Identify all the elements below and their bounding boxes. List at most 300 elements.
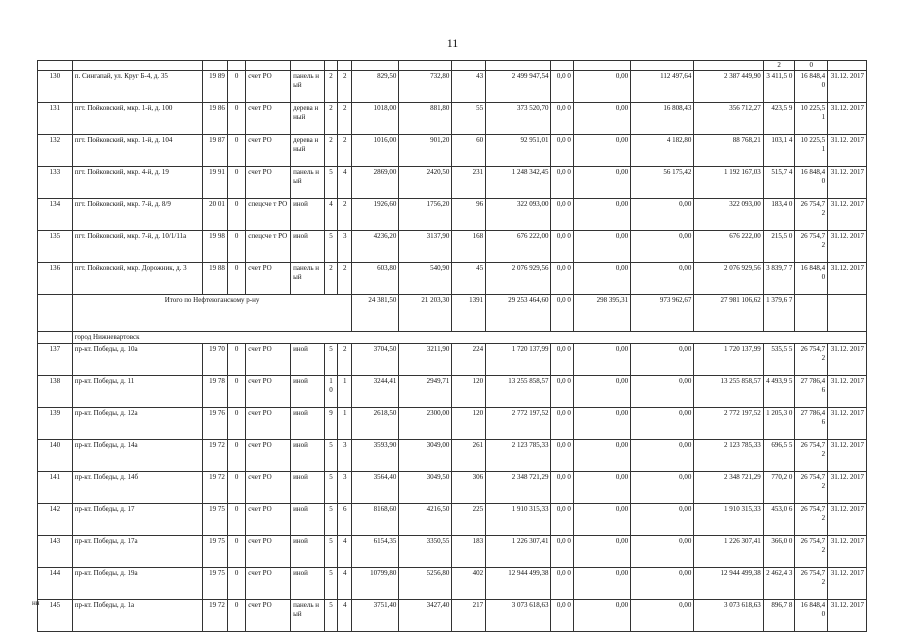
cell-federal-funds: 0,0 0 [551,231,573,263]
cell-residents: 224 [452,344,486,376]
cell-wall-material: панель ный [291,71,325,103]
total-cost: 29 253 464,60 [486,295,551,332]
cell-local-funds: 0,00 [631,440,694,472]
table-row [38,199,867,231]
cell-floors: 5 [324,600,337,632]
cell-owner-funds: 676 222,00 [694,231,763,263]
cell-owner-funds: 1 720 137,99 [694,344,763,376]
cell-unit-cost: 2 462,4 3 [763,568,795,600]
cell-completion-date: 31.12. 2017 [828,376,867,408]
cell-row-number: 141 [38,472,73,504]
cell-entrances: 6 [338,504,352,536]
cell-row-number: 137 [38,344,73,376]
total-area1: 24 381,50 [352,295,399,332]
cell-total-area: 8168,60 [352,504,399,536]
cell-federal-funds [551,61,573,71]
cell-floors [324,61,337,71]
cell-repair-cost: 2 348 721,29 [486,472,551,504]
table-row [38,504,867,536]
cell-repair-cost: 676 222,00 [486,231,551,263]
table-row [38,167,867,199]
cell-regional-funds: 0,00 [573,472,630,504]
cell-build-year: 19 88 [203,263,228,295]
cell-federal-funds: 0,0 0 [551,472,573,504]
cell-fund-method: счет РО [246,135,291,167]
cell-demolition-year: 0 [227,568,245,600]
cell-entrances: 2 [338,344,352,376]
cell-build-year: 19 70 [203,344,228,376]
cell-max-unit-cost: 26 754,7 2 [795,440,828,472]
cell-demolition-year [227,61,245,71]
cell-residents: 183 [452,536,486,568]
table-row [38,135,867,167]
cell-floors: 5 [324,344,337,376]
table-row [38,440,867,472]
cell-local-funds: 0,00 [631,344,694,376]
cell-owner-funds: 1 226 307,41 [694,536,763,568]
cell-wall-material: иной [291,536,325,568]
table-row [38,536,867,568]
cell-local-funds: 0,00 [631,199,694,231]
cell-demolition-year: 0 [227,536,245,568]
cell-demolition-year: 0 [227,199,245,231]
cell-owner-funds: 2 123 785,33 [694,440,763,472]
cell-max-unit-cost: 26 754,7 2 [795,568,828,600]
cell-row-number: 144 [38,568,73,600]
cell-residents: 43 [452,71,486,103]
cell-build-year: 19 86 [203,103,228,135]
cell-build-year: 19 89 [203,71,228,103]
cell-entrances: 4 [338,167,352,199]
cell-demolition-year: 0 [227,344,245,376]
cell-federal-funds: 0,0 0 [551,600,573,632]
cell-row-number [38,61,73,71]
cell-residents: 217 [452,600,486,632]
cell-unit-cost: 535,5 5 [763,344,795,376]
table-row [38,344,867,376]
table-row [38,71,867,103]
cell-regional-funds: 0,00 [573,568,630,600]
cell-unit-cost: 696,5 5 [763,440,795,472]
cell-demolition-year: 0 [227,440,245,472]
cell-completion-date: 31.12. 2017 [828,536,867,568]
cell-local-funds: 0,00 [631,600,694,632]
cell-address: пгт. Пойковский, мкр. 1-й, д. 100 [72,103,203,135]
cell-unit-cost: 2 [763,61,795,71]
table-row-continued [38,61,867,71]
total-label: Итого по Нефтеюганскому р-ну [72,295,352,332]
cell-regional-funds: 0,00 [573,504,630,536]
cell-max-unit-cost: 10 225,5 1 [795,103,828,135]
cell-floors: 5 [324,504,337,536]
cell-unit-cost: 453,0 6 [763,504,795,536]
cell-row-number: 136 [38,263,73,295]
cell-max-unit-cost: 26 754,7 2 [795,472,828,504]
cell-wall-material: иной [291,376,325,408]
cell-fund-method: счет РО [246,600,291,632]
table-row [38,600,867,632]
cell-entrances: 3 [338,440,352,472]
cell-repair-cost: 2 123 785,33 [486,440,551,472]
cell-demolition-year: 0 [227,504,245,536]
table-row [38,263,867,295]
cell-address: пгт. Пойковский, мкр. 4-й, д. 19 [72,167,203,199]
total-people: 1391 [452,295,486,332]
cell-unit-cost: 770,2 0 [763,472,795,504]
cell-living-area: 3049,50 [399,472,452,504]
cell-completion-date: 31.12. 2017 [828,199,867,231]
cell-federal-funds: 0,0 0 [551,167,573,199]
cell-completion-date: 31.12. 2017 [828,263,867,295]
cell-fund-method: спецсче т РО [246,199,291,231]
cell-row-number: 135 [38,231,73,263]
cell-floors: 4 [324,199,337,231]
cell-living-area: 3350,55 [399,536,452,568]
cell-local-funds: 16 808,43 [631,103,694,135]
cell-local-funds: 0,00 [631,231,694,263]
cell-build-year: 20 01 [203,199,228,231]
cell-fund-method: счет РО [246,71,291,103]
cell-owner-funds: 2 772 197,52 [694,408,763,440]
cell-owner-funds: 2 076 929,56 [694,263,763,295]
cell-repair-cost: 1 226 307,41 [486,536,551,568]
cell-row-number: 133 [38,167,73,199]
cell-unit-cost: 103,1 4 [763,135,795,167]
cell-repair-cost: 1 248 342,45 [486,167,551,199]
cell-total-area [352,61,399,71]
cell-max-unit-cost: 26 754,7 2 [795,231,828,263]
cell-address: пр-кт. Победы, д. 11 [72,376,203,408]
cell-completion-date: 31.12. 2017 [828,71,867,103]
total-c17: 1 379,6 7 [763,295,795,332]
cell-wall-material: дерева нный [291,135,325,167]
cell-wall-material: иной [291,408,325,440]
cell-residents: 60 [452,135,486,167]
cell-federal-funds: 0,0 0 [551,408,573,440]
cell-build-year: 19 72 [203,440,228,472]
cell-completion-date: 31.12. 2017 [828,440,867,472]
cell-completion-date: 31.12. 2017 [828,135,867,167]
cell-floors: 5 [324,440,337,472]
cell-entrances: 2 [338,135,352,167]
cell-owner-funds: 1 910 315,33 [694,504,763,536]
cell-demolition-year: 0 [227,408,245,440]
cell-total-area: 603,80 [352,263,399,295]
cell-floors: 2 [324,103,337,135]
cell-federal-funds: 0,0 0 [551,568,573,600]
cell-repair-cost: 322 093,00 [486,199,551,231]
cell-build-year: 19 78 [203,376,228,408]
cell-address: пр-кт. Победы, д. 17а [72,536,203,568]
cell-federal-funds: 0,0 0 [551,536,573,568]
cell-total-area: 2618,50 [352,408,399,440]
total-row [38,295,867,332]
cell-wall-material: иной [291,568,325,600]
total-area2: 21 203,30 [399,295,452,332]
cell-max-unit-cost: 26 754,7 2 [795,504,828,536]
cell-address: пгт. Пойковский, мкр. 7-й, д. 10/1/11а [72,231,203,263]
cell-unit-cost: 1 205,3 0 [763,408,795,440]
cell-owner-funds: 88 768,21 [694,135,763,167]
cell-wall-material: иной [291,344,325,376]
cell-floors: 5 [324,536,337,568]
cell-repair-cost: 13 255 858,57 [486,376,551,408]
cell-max-unit-cost: 26 754,7 2 [795,344,828,376]
cell-living-area: 3427,40 [399,600,452,632]
cell-local-funds: 0,00 [631,568,694,600]
cell-wall-material: дерева нный [291,103,325,135]
cell-wall-material: иной [291,472,325,504]
cell-address: пр-кт. Победы, д. 1а [72,600,203,632]
cell-completion-date [828,61,867,71]
cell-max-unit-cost: 16 848,4 0 [795,167,828,199]
cell-living-area: 2420,50 [399,167,452,199]
cell-regional-funds: 0,00 [573,135,630,167]
cell-entrances: 2 [338,103,352,135]
cell-row-number: 142 [38,504,73,536]
cell-address: пр-кт. Победы, д. 12а [72,408,203,440]
cell-owner-funds: 2 387 449,90 [694,71,763,103]
cell-address: пгт. Пойковский, мкр. Дорожник, д. 3 [72,263,203,295]
cell-build-year: 19 75 [203,568,228,600]
cell-local-funds: 56 175,42 [631,167,694,199]
cell-floors: 2 [324,135,337,167]
cell-address: пр-кт. Победы, д. 10а [72,344,203,376]
cell-entrances: 3 [338,231,352,263]
cell-federal-funds: 0,0 0 [551,376,573,408]
cell-demolition-year: 0 [227,71,245,103]
cell-unit-cost: 183,4 0 [763,199,795,231]
cell-address: пгт. Пойковский, мкр. 1-й, д. 104 [72,135,203,167]
cell-local-funds: 4 182,80 [631,135,694,167]
cell-wall-material: панель ный [291,600,325,632]
cell-total-area: 3704,50 [352,344,399,376]
cell-wall-material: иной [291,504,325,536]
cell-regional-funds: 0,00 [573,231,630,263]
cell-row-number: 132 [38,135,73,167]
cell-address: пр-кт. Победы, д. 19а [72,568,203,600]
cell-completion-date: 31.12. 2017 [828,600,867,632]
cell-regional-funds: 0,00 [573,600,630,632]
total-c14: 298 395,31 [573,295,630,332]
cell-completion-date: 31.12. 2017 [828,167,867,199]
cell-row-number [38,332,73,344]
cell-total-area: 3593,90 [352,440,399,472]
cell-build-year: 19 87 [203,135,228,167]
cell-demolition-year: 0 [227,103,245,135]
cell-owner-funds: 322 093,00 [694,199,763,231]
cell-wall-material: иной [291,440,325,472]
cell-local-funds: 0,00 [631,376,694,408]
cell-total-area: 6154,35 [352,536,399,568]
cell-regional-funds: 0,00 [573,263,630,295]
page-number: 11 [446,36,459,50]
cell-row-number: 138 [38,376,73,408]
cell-demolition-year: 0 [227,135,245,167]
cell-entrances: 1 [338,408,352,440]
cell-row-number: 145 [38,600,73,632]
cell-row-number: 140 [38,440,73,472]
cell-total-area: 829,50 [352,71,399,103]
cell-regional-funds: 0,00 [573,440,630,472]
cell-local-funds: 0,00 [631,263,694,295]
cell-max-unit-cost: 16 848,4 0 [795,600,828,632]
cell-owner-funds: 356 712,27 [694,103,763,135]
cell-federal-funds: 0,0 0 [551,199,573,231]
cell-wall-material: панель ный [291,263,325,295]
cell-max-unit-cost: 0 [795,61,828,71]
cell-living-area: 2949,71 [399,376,452,408]
table-body [38,61,867,632]
cell-entrances: 2 [338,199,352,231]
cell-wall-material: иной [291,199,325,231]
cell-residents [452,61,486,71]
table-row [38,568,867,600]
cell-build-year: 19 72 [203,472,228,504]
cell-wall-material: иной [291,231,325,263]
cell-fund-method: счет РО [246,103,291,135]
cell-owner-funds [694,61,763,71]
cell-repair-cost: 1 720 137,99 [486,344,551,376]
cell-owner-funds: 1 192 167,03 [694,167,763,199]
cell-total-area: 1018,00 [352,103,399,135]
cell-federal-funds: 0,0 0 [551,71,573,103]
cell-entrances: 1 [338,376,352,408]
cell-federal-funds: 0,0 0 [551,344,573,376]
cell-residents: 55 [452,103,486,135]
cell-build-year: 19 98 [203,231,228,263]
cell-entrances: 4 [338,568,352,600]
cell-completion-date: 31.12. 2017 [828,103,867,135]
total-c16: 27 981 106,62 [694,295,763,332]
cell-build-year: 19 91 [203,167,228,199]
cell-repair-cost: 12 944 499,38 [486,568,551,600]
cell-regional-funds [573,61,630,71]
cell-max-unit-cost: 10 225,5 1 [795,135,828,167]
cell-max-unit-cost: 16 848,4 0 [795,71,828,103]
cell-residents: 96 [452,199,486,231]
cell-floors: 5 [324,167,337,199]
cell-fund-method: счет РО [246,536,291,568]
cell-entrances: 3 [338,472,352,504]
cell-local-funds: 0,00 [631,472,694,504]
cell-unit-cost: 3 411,5 0 [763,71,795,103]
cell-demolition-year: 0 [227,600,245,632]
cell-repair-cost: 2 499 947,54 [486,71,551,103]
cell-local-funds: 0,00 [631,536,694,568]
footer-mark: нн [32,599,40,607]
cell-completion-date: 31.12. 2017 [828,504,867,536]
cell-unit-cost: 3 839,7 7 [763,263,795,295]
cell-regional-funds: 0,00 [573,536,630,568]
cell-living-area: 3211,90 [399,344,452,376]
cell-living-area: 1756,20 [399,199,452,231]
cell-living-area: 901,20 [399,135,452,167]
cell-regional-funds: 0,00 [573,408,630,440]
cell-living-area: 540,90 [399,263,452,295]
cell-living-area: 5256,80 [399,568,452,600]
cell-fund-method: счет РО [246,472,291,504]
cell-completion-date: 31.12. 2017 [828,568,867,600]
cell-demolition-year: 0 [227,231,245,263]
cell-repair-cost [486,61,551,71]
cell-unit-cost: 4 493,9 5 [763,376,795,408]
cell-row-number: 131 [38,103,73,135]
cell-total-area: 1016,00 [352,135,399,167]
cell-completion-date: 31.12. 2017 [828,344,867,376]
cell-demolition-year: 0 [227,472,245,504]
cell-residents: 120 [452,376,486,408]
cell-residents: 120 [452,408,486,440]
cell-address: пр-кт. Победы, д. 14а [72,440,203,472]
cell-floors: 9 [324,408,337,440]
cell-row-number [38,295,73,332]
cell-fund-method [246,61,291,71]
cell-row-number: 139 [38,408,73,440]
cell-owner-funds: 3 073 618,63 [694,600,763,632]
cell-repair-cost: 2 772 197,52 [486,408,551,440]
cell-owner-funds: 13 255 858,57 [694,376,763,408]
cell-total-area: 10799,80 [352,568,399,600]
cell-fund-method: счет РО [246,376,291,408]
cell-completion-date: 31.12. 2017 [828,408,867,440]
cell-fund-method: счет РО [246,568,291,600]
cell-living-area [399,61,452,71]
cell-total-area: 3564,40 [352,472,399,504]
cell-address: пр-кт. Победы, д. 14б [72,472,203,504]
cell-regional-funds: 0,00 [573,344,630,376]
cell-fund-method: спецсче т РО [246,231,291,263]
cell-max-unit-cost: 16 848,4 0 [795,263,828,295]
cell-repair-cost: 3 073 618,63 [486,600,551,632]
table-row [38,376,867,408]
cell-address: пгт. Пойковский, мкр. 7-й, д. 8/9 [72,199,203,231]
cell-demolition-year: 0 [227,263,245,295]
cell-federal-funds: 0,0 0 [551,263,573,295]
cell-address: п. Сингапай, ул. Круг Б-4, д. 35 [72,71,203,103]
cell-repair-cost: 2 076 929,56 [486,263,551,295]
cell-fund-method: счет РО [246,344,291,376]
cell-living-area: 2300,00 [399,408,452,440]
cell-total-area: 3244,41 [352,376,399,408]
cell-unit-cost: 423,5 9 [763,103,795,135]
cell-regional-funds: 0,00 [573,167,630,199]
cell-entrances: 2 [338,263,352,295]
cell-regional-funds: 0,00 [573,376,630,408]
cell-entrances: 4 [338,536,352,568]
cell-floors: 5 [324,231,337,263]
cell-build-year: 19 75 [203,504,228,536]
cell-fund-method: счет РО [246,408,291,440]
cell-demolition-year: 0 [227,167,245,199]
cell-row-number: 134 [38,199,73,231]
cell-federal-funds: 0,0 0 [551,103,573,135]
cell-total-area: 1926,60 [352,199,399,231]
cell-max-unit-cost: 27 786,4 6 [795,376,828,408]
cell-local-funds: 112 497,64 [631,71,694,103]
cell-living-area: 4216,50 [399,504,452,536]
total-c15: 973 962,67 [631,295,694,332]
cell-residents: 261 [452,440,486,472]
cell-fund-method: счет РО [246,263,291,295]
cell-build-year: 19 75 [203,536,228,568]
cell-federal-funds: 0,0 0 [551,504,573,536]
cell-max-unit-cost [795,295,828,332]
cell-residents: 306 [452,472,486,504]
cell-owner-funds: 12 944 499,38 [694,568,763,600]
cell-floors: 2 [324,71,337,103]
cell-living-area: 732,80 [399,71,452,103]
